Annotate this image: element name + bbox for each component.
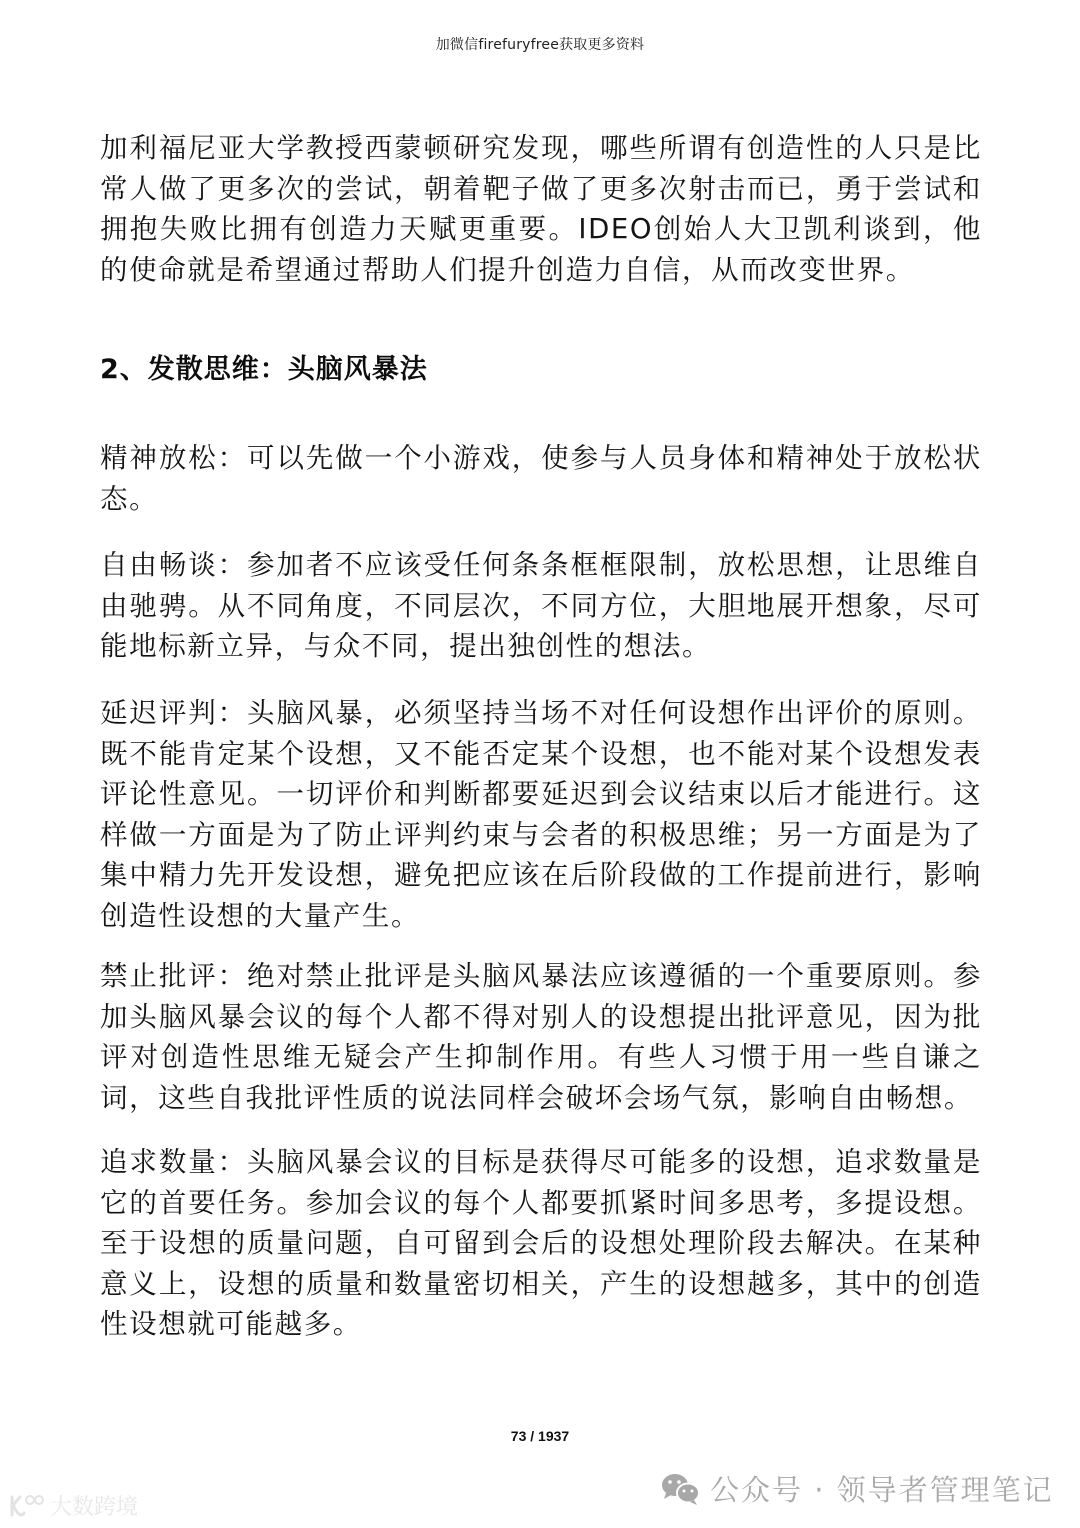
watermark-right-text: 公众号 · 领导者管理笔记 xyxy=(710,1473,1054,1507)
section-heading: 2、发散思维：头脑风暴法 xyxy=(100,354,428,385)
paragraph-relax: 精神放松：可以先做一个小游戏，使参与人员身体和精神处于放松状态。 xyxy=(100,442,982,515)
watermark-left xyxy=(8,1490,138,1521)
paragraph-free-talk: 自由畅谈：参加者不应该受任何条条框框限制，放松思想，让思维自由驰骋。从不同角度，不同层次，不同方位，大胆地展开想象，尽可能地标新立异，与众不同，提出独创性的想法。 xyxy=(100,549,982,662)
paragraph-delay-judgment: 延迟评判：头脑风暴，必须坚持当场不对任何设想作出评价的原则。既不能肯定某个设想，又不能否定某个设想，也不能对某个设想发表评论性意见。一切评价和判断都要延迟到会议结束以后才能进行。这样做一方面是为了防止评判约束与会者的积极思维；另一方面是为了集中精力先开发设想，避免把应该在后阶段做的工作提前进行，影响创造性设想的大量产生。 xyxy=(100,697,982,932)
wechat-icon xyxy=(660,1472,702,1506)
header-note: 加微信firefuryfree获取更多资料 xyxy=(435,37,645,53)
intro-paragraph: 加利福尼亚大学教授西蒙顿研究发现，哪些所谓有创造性的人只是比常人做了更多次的尝试，朝着靶子做了更多次射击而已，勇于尝试和拥抱失败比拥有创造力天赋更重要。IDEO创始人大卫凯利谈到，他的使命就是希望通过帮助人们提升创造力自信，从而改变世界。 xyxy=(100,132,982,286)
paragraph-no-criticism: 禁止批评：绝对禁止批评是头脑风暴法应该遵循的一个重要原则。参加头脑风暴会议的每个人都不得对别人的设想提出批评意见，因为批评对创造性思维无疑会产生抑制作用。有些人习惯于用一些自谦之词，这些自我批评性质的说法同样会破坏会场气氛，影响自由畅想。 xyxy=(100,960,982,1114)
watermark-left-text: 大数跨境 xyxy=(50,1495,139,1520)
watermark-right xyxy=(660,1468,1054,1509)
page-number: 73 / 1937 xyxy=(510,1428,570,1444)
brand-logo-icon xyxy=(8,1493,46,1519)
paragraph-quantity: 追求数量：头脑风暴会议的目标是获得尽可能多的设想，追求数量是它的首要任务。参加会议的每个人都要抓紧时间多思考，多提设想。至于设想的质量问题，自可留到会后的设想处理阶段去解决。在某种意义上，设想的质量和数量密切相关，产生的设想越多，其中的创造性设想就可能越多。 xyxy=(100,1146,982,1340)
